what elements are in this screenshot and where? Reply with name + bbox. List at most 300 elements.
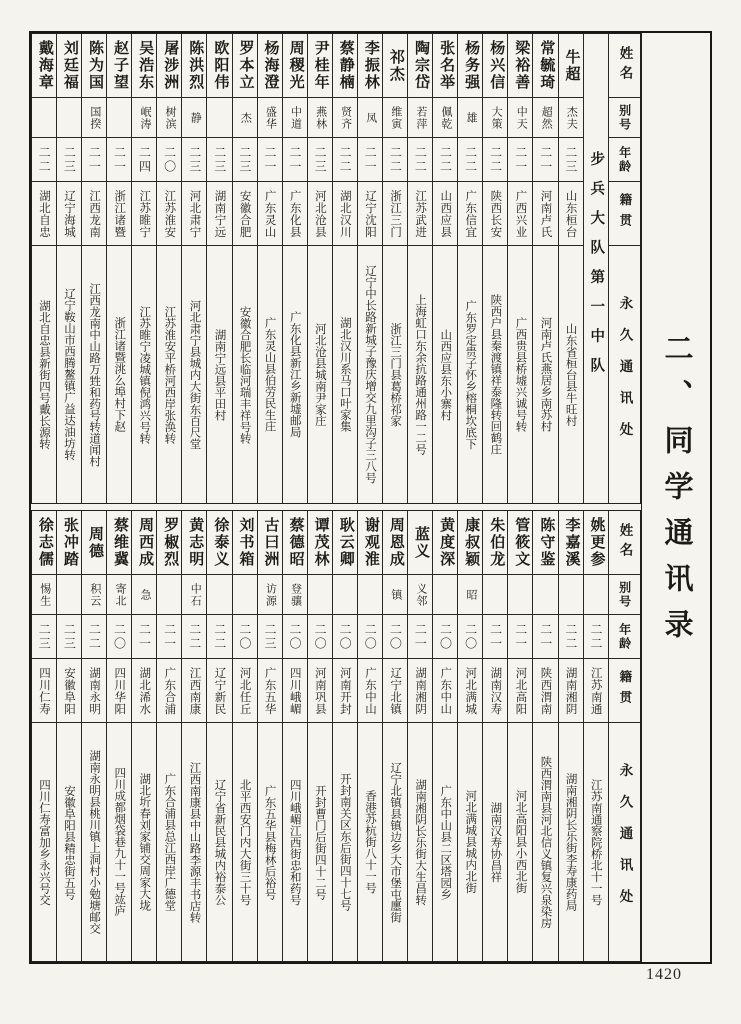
person-address-cell — [157, 723, 181, 961]
person-age-cell-text: 二〇 — [313, 622, 328, 651]
person-native-cell — [207, 182, 231, 246]
person-address-cell — [157, 246, 181, 503]
person-address-cell — [207, 723, 231, 961]
person-age-cell — [182, 615, 206, 659]
person-native-cell-text: 广东中山 — [363, 666, 376, 715]
person-native-cell-text: 浙江三门 — [389, 189, 402, 238]
person-native-cell-text: 广东合浦 — [163, 666, 176, 715]
person-column — [131, 511, 156, 961]
person-native-cell-text: 河南开封 — [338, 666, 351, 715]
person-age-cell-text: 二〇 — [338, 622, 353, 651]
person-name-cell-text: 陶宗岱 — [412, 40, 429, 91]
person-name-cell — [57, 511, 81, 575]
person-address-cell — [57, 723, 81, 961]
person-alias-cell — [333, 98, 357, 138]
person-alias-cell — [559, 575, 583, 615]
person-age-cell — [157, 138, 181, 182]
person-age-cell — [308, 615, 332, 659]
person-name-cell-text: 张名举 — [438, 40, 455, 91]
person-age-cell-text: 二二 — [588, 622, 603, 651]
person-name-cell-text: 梁裕善 — [513, 40, 530, 91]
person-age-cell-text: 二二 — [463, 145, 478, 174]
person-alias-cell-text: 访源 — [264, 582, 277, 607]
person-alias-cell — [283, 98, 307, 138]
person-column — [482, 511, 507, 961]
person-age-cell-text: 二三 — [187, 145, 202, 174]
person-native-cell — [508, 182, 532, 246]
person-native-cell — [483, 182, 507, 246]
person-name-cell-text: 李振林 — [362, 40, 379, 91]
person-alias-cell-text: 贤齐 — [339, 105, 352, 130]
person-address-cell — [559, 246, 583, 503]
person-age-cell-text: 二一 — [288, 145, 303, 174]
column-header-address — [609, 723, 640, 961]
person-native-cell — [132, 182, 156, 246]
person-age-cell-text: 二三 — [262, 622, 277, 651]
person-age-cell-text: 二四 — [137, 145, 152, 174]
person-address-cell-text: 四川仁寿富加乡永兴号交 — [37, 778, 50, 906]
person-age-cell — [132, 138, 156, 182]
person-age-cell-text: 二二 — [388, 145, 403, 174]
person-native-cell — [333, 659, 357, 723]
person-age-cell — [383, 138, 407, 182]
person-name-cell-text: 杨兴信 — [488, 40, 505, 91]
person-native-cell — [383, 182, 407, 246]
unit-label-text: 步兵大队第一中队 — [588, 150, 605, 387]
person-name-cell-text: 周德 — [86, 525, 103, 560]
person-age-cell-text: 二二 — [87, 622, 102, 651]
person-age-cell-text: 二〇 — [288, 622, 303, 651]
person-name-cell — [157, 34, 181, 98]
person-address-cell — [408, 246, 432, 503]
person-address-cell-text: 湖南湘阴长乐街李寿康药局 — [564, 773, 577, 911]
person-age-cell-text: 二一 — [162, 622, 177, 651]
person-address-cell-text: 开封南关区东后街四十七号 — [338, 773, 351, 911]
person-name-cell — [182, 511, 206, 575]
person-address-cell — [57, 246, 81, 503]
person-column — [282, 34, 307, 503]
person-name-cell — [358, 34, 382, 98]
person-name-cell-text: 祁杰 — [387, 48, 404, 83]
header-column — [608, 511, 640, 961]
person-alias-cell — [458, 98, 482, 138]
person-alias-cell-text: 急 — [139, 588, 152, 601]
person-address-cell — [358, 723, 382, 961]
person-native-cell — [533, 659, 557, 723]
person-alias-cell-text: 惕生 — [38, 582, 51, 607]
person-native-cell-text: 辽宁北镇 — [389, 666, 402, 715]
unit-label — [584, 34, 608, 503]
person-address-cell-text: 广东灵山县伯劳民生庄 — [263, 317, 276, 432]
person-alias-cell-text: 中道 — [289, 105, 302, 130]
header-column — [608, 34, 640, 503]
person-age-cell-text: 二二 — [187, 622, 202, 651]
person-alias-cell-text: 凤 — [364, 111, 377, 124]
person-address-cell — [358, 246, 382, 503]
person-address-cell — [207, 246, 231, 503]
person-name-cell — [383, 511, 407, 575]
person-name-cell-text: 李嘉溪 — [563, 517, 580, 568]
person-native-cell — [207, 659, 231, 723]
person-alias-cell — [182, 98, 206, 138]
page-frame — [29, 31, 712, 964]
person-address-cell — [182, 723, 206, 961]
person-name-cell — [207, 34, 231, 98]
person-column — [81, 34, 106, 503]
person-alias-cell — [283, 575, 307, 615]
person-age-cell-text: 二〇 — [463, 622, 478, 651]
column-header-name — [609, 511, 640, 575]
column-header-name-text: 姓名 — [617, 46, 633, 85]
person-address-cell-text: 江苏南通察院桥北十一号 — [589, 778, 602, 906]
person-name-cell-text: 黄志明 — [187, 517, 204, 568]
person-age-cell — [32, 615, 56, 659]
person-native-cell-text: 江苏睢宁 — [138, 189, 151, 238]
person-native-cell-text: 浙江诸暨 — [113, 189, 126, 238]
person-native-cell-text: 山西应县 — [439, 189, 452, 238]
column-header-address-text: 永久通讯处 — [617, 763, 633, 921]
person-native-cell-text: 湖南湘阴 — [414, 666, 427, 715]
person-address-cell-text: 江苏睢宁凌城镇倪鸿兴号转 — [138, 305, 151, 444]
person-name-cell — [508, 511, 532, 575]
person-name-cell-text: 罗椒烈 — [162, 517, 179, 568]
bottom-table — [31, 510, 641, 962]
person-alias-cell-text: 岷涛 — [139, 105, 152, 130]
person-column — [532, 34, 557, 503]
person-native-cell-text: 广东信宜 — [464, 189, 477, 238]
person-address-cell-text: 辽宁北镇县镇边乡大市堡屯廛街 — [389, 761, 402, 923]
person-alias-cell-text: 维寅 — [389, 105, 402, 130]
person-native-cell — [57, 182, 81, 246]
person-native-cell — [258, 659, 282, 723]
person-column — [156, 34, 181, 503]
column-header-native-text: 籍贯 — [617, 670, 632, 711]
person-native-cell-text: 广东化县 — [288, 189, 301, 238]
person-column — [482, 34, 507, 503]
person-address-cell — [283, 723, 307, 961]
person-name-cell — [107, 511, 131, 575]
person-name-cell — [483, 511, 507, 575]
person-alias-cell — [233, 98, 257, 138]
person-age-cell — [182, 138, 206, 182]
person-name-cell — [132, 511, 156, 575]
person-name-cell — [57, 34, 81, 98]
person-address-cell — [233, 723, 257, 961]
person-age-cell — [82, 138, 106, 182]
person-name-cell — [308, 34, 332, 98]
person-column — [106, 34, 131, 503]
person-address-cell-text: 北平西安门内大街三十号 — [238, 778, 251, 906]
person-column — [257, 511, 282, 961]
person-name-cell — [182, 34, 206, 98]
person-address-cell-text: 陕西渭南县河北信义镇复兴泉染房 — [539, 755, 552, 929]
person-name-cell — [308, 511, 332, 575]
person-name-cell — [559, 34, 583, 98]
person-name-cell — [258, 511, 282, 575]
person-native-cell-text: 江西龙南 — [88, 189, 101, 238]
person-native-cell — [182, 659, 206, 723]
person-address-cell — [383, 723, 407, 961]
person-native-cell — [32, 659, 56, 723]
person-address-cell-text: 辽宁省新民县城内裕泰公 — [213, 778, 226, 906]
person-native-cell-text: 河北沧县 — [313, 189, 326, 238]
person-name-cell-text: 屠涉洲 — [162, 40, 179, 91]
person-name-cell — [107, 34, 131, 98]
person-native-cell — [283, 182, 307, 246]
person-name-cell — [433, 34, 457, 98]
person-address-cell — [258, 246, 282, 503]
person-alias-cell-text: 中天 — [515, 105, 528, 130]
person-native-cell — [358, 659, 382, 723]
person-age-cell-text: 二一 — [262, 145, 277, 174]
person-alias-cell-text: 燕林 — [314, 105, 327, 130]
person-address-cell — [508, 723, 532, 961]
person-name-cell-text: 赵子望 — [112, 40, 129, 91]
person-native-cell-text: 山东桓台 — [564, 189, 577, 238]
person-alias-cell — [233, 575, 257, 615]
person-name-cell — [584, 511, 608, 575]
person-column — [156, 511, 181, 961]
person-native-cell — [107, 659, 131, 723]
person-name-cell-text: 周恩成 — [387, 517, 404, 568]
person-alias-cell — [383, 98, 407, 138]
person-name-cell-text: 蔡静楠 — [337, 40, 354, 91]
person-native-cell-text: 四川华阳 — [113, 666, 126, 715]
person-name-cell — [82, 34, 106, 98]
person-address-cell — [408, 723, 432, 961]
person-alias-cell — [308, 575, 332, 615]
person-column — [131, 34, 156, 503]
person-age-cell — [358, 615, 382, 659]
person-name-cell — [132, 34, 156, 98]
person-name-cell-text: 杨海澄 — [262, 40, 279, 91]
person-native-cell-text: 河南卢氏 — [539, 189, 552, 238]
person-native-cell — [308, 659, 332, 723]
person-address-cell — [433, 246, 457, 503]
person-column — [307, 511, 332, 961]
person-name-cell-text: 杨务强 — [463, 40, 480, 91]
person-address-cell-text: 开封曹门后街四十二号 — [313, 784, 326, 900]
person-address-cell — [433, 723, 457, 961]
person-address-cell — [458, 723, 482, 961]
person-native-cell — [533, 182, 557, 246]
person-address-cell — [308, 246, 332, 503]
person-alias-cell — [207, 98, 231, 138]
person-address-cell — [107, 723, 131, 961]
person-column — [357, 34, 382, 503]
person-address-cell — [383, 246, 407, 503]
person-age-cell-text: 二三 — [563, 145, 578, 174]
person-native-cell-text: 河南巩县 — [313, 666, 326, 715]
person-age-cell — [107, 138, 131, 182]
person-age-cell-text: 二二 — [37, 145, 52, 174]
person-column — [507, 34, 532, 503]
person-column — [56, 511, 81, 961]
person-native-cell-text: 辽宁新民 — [213, 666, 226, 715]
person-name-cell-text: 周稷光 — [287, 40, 304, 91]
person-native-cell — [57, 659, 81, 723]
person-native-cell — [32, 182, 56, 246]
person-alias-cell-text: 义邻 — [414, 582, 427, 607]
person-address-cell — [82, 723, 106, 961]
person-alias-cell — [308, 98, 332, 138]
person-name-cell — [458, 34, 482, 98]
person-alias-cell — [258, 575, 282, 615]
person-native-cell-text: 河北高阳 — [514, 666, 527, 715]
unit-column — [583, 34, 608, 503]
person-native-cell-text: 江苏淮安 — [163, 189, 176, 238]
person-native-cell — [308, 182, 332, 246]
person-alias-cell — [584, 575, 608, 615]
person-name-cell — [32, 34, 56, 98]
person-native-cell — [82, 182, 106, 246]
person-column — [106, 511, 131, 961]
person-address-cell-text: 广东罗定贵子怀乡榕桐坎底下 — [464, 299, 477, 450]
person-alias-cell-text: 超然 — [540, 105, 553, 130]
person-age-cell-text: 二二 — [338, 145, 353, 174]
person-address-cell-text: 四川成都烟袋巷九十一号竑庐 — [113, 767, 126, 917]
person-alias-cell — [132, 575, 156, 615]
person-address-cell-text: 广东化县新江乡新墟邮局 — [288, 311, 301, 438]
section-title: 二、同学通讯录 — [660, 333, 693, 655]
person-name-cell — [32, 511, 56, 575]
person-native-cell — [408, 659, 432, 723]
person-name-cell-text: 谢观淮 — [362, 517, 379, 568]
person-native-cell — [559, 182, 583, 246]
person-name-cell-text: 欧阳伟 — [212, 40, 229, 91]
person-column — [457, 511, 482, 961]
person-native-cell-text: 湖北汉川 — [338, 189, 351, 238]
tables-area — [31, 33, 641, 962]
person-age-cell — [82, 615, 106, 659]
person-alias-cell — [358, 98, 382, 138]
person-name-cell — [157, 511, 181, 575]
person-address-cell-text: 湖南永明县桃川镇上洞村小勉塘邮交 — [88, 750, 101, 934]
person-native-cell-text: 湖南湘阴 — [564, 666, 577, 715]
person-alias-cell-text: 昭 — [465, 588, 478, 601]
person-name-cell-text: 周西成 — [137, 517, 154, 568]
person-age-cell — [233, 615, 257, 659]
person-age-cell-text: 二一 — [513, 622, 528, 651]
person-address-cell — [258, 723, 282, 961]
person-native-cell-text: 湖北自忠 — [37, 189, 50, 238]
person-name-cell — [258, 34, 282, 98]
person-alias-cell — [182, 575, 206, 615]
person-native-cell — [157, 182, 181, 246]
person-alias-cell — [458, 575, 482, 615]
person-age-cell — [258, 138, 282, 182]
person-age-cell — [233, 138, 257, 182]
person-name-cell-text: 蔡德昭 — [287, 517, 304, 568]
person-address-cell — [308, 723, 332, 961]
column-header-age-text: 年龄 — [617, 145, 632, 174]
column-header-name — [609, 34, 640, 98]
column-header-alias-text: 别号 — [617, 103, 632, 132]
person-address-cell-text: 河北沧县城南尹家庄 — [313, 322, 326, 427]
person-age-cell-text: 二三 — [62, 622, 77, 651]
person-address-cell-text: 山西应县东小寨村 — [439, 328, 452, 421]
person-alias-cell — [207, 575, 231, 615]
person-name-cell — [283, 34, 307, 98]
person-address-cell-text: 辽宁鞍山市西腾鳌镇广益达油坊转 — [63, 288, 76, 461]
person-native-cell — [132, 659, 156, 723]
person-name-cell — [433, 511, 457, 575]
person-alias-cell — [433, 98, 457, 138]
person-name-cell — [207, 511, 231, 575]
person-alias-cell-text: 中石 — [189, 582, 202, 607]
person-age-cell-text: 二一 — [87, 145, 102, 174]
person-age-cell-text: 二一 — [538, 145, 553, 174]
person-alias-cell — [32, 98, 56, 138]
person-name-cell — [333, 34, 357, 98]
top-table — [31, 33, 641, 504]
column-header-native — [609, 182, 640, 246]
person-address-cell-text: 陕西户县秦渡镇祥泰隆转回鹤庄 — [489, 294, 502, 455]
person-address-cell-text: 广东中山县二区塔园乡 — [439, 784, 452, 900]
person-name-cell-text: 管筱文 — [513, 517, 530, 568]
person-age-cell — [258, 615, 282, 659]
person-age-cell — [584, 615, 608, 659]
person-name-cell — [533, 34, 557, 98]
person-age-cell — [458, 138, 482, 182]
person-column — [332, 34, 357, 503]
column-header-alias — [609, 575, 640, 615]
column-header-native-text: 籍贯 — [617, 193, 632, 234]
person-column — [332, 511, 357, 961]
person-column — [558, 34, 583, 503]
person-native-cell-text: 四川仁寿 — [37, 666, 50, 715]
person-name-cell-text: 朱伯龙 — [488, 517, 505, 568]
person-age-cell-text: 二〇 — [237, 622, 252, 651]
person-column — [407, 34, 432, 503]
person-age-cell — [483, 615, 507, 659]
person-native-cell-text: 辽宁海城 — [63, 189, 76, 238]
person-alias-cell — [333, 575, 357, 615]
person-age-cell — [283, 615, 307, 659]
person-age-cell — [157, 615, 181, 659]
person-column — [206, 34, 231, 503]
person-age-cell-text: 二一 — [137, 622, 152, 651]
person-age-cell-text: 二〇 — [162, 145, 177, 174]
person-name-cell-text: 徐志儒 — [36, 517, 53, 568]
person-age-cell-text: 二三 — [237, 145, 252, 174]
person-native-cell-text: 四川峨嵋 — [288, 666, 301, 715]
person-address-cell-text: 湖南汉寿协昌祥 — [489, 801, 502, 883]
person-name-cell-text: 陈守鉴 — [538, 517, 555, 568]
person-native-cell — [258, 182, 282, 246]
person-alias-cell — [408, 575, 432, 615]
person-age-cell — [408, 615, 432, 659]
column-header-age-text: 年龄 — [617, 622, 632, 651]
person-age-cell-text: 二一 — [413, 622, 428, 651]
person-column — [532, 511, 557, 961]
person-address-cell-text: 河北满城县城内北街 — [464, 790, 477, 894]
person-address-cell-text: 江西南康县中山路李源丰书店转 — [188, 761, 201, 923]
person-age-cell-text: 二一 — [363, 145, 378, 174]
column-header-alias-text: 别号 — [617, 580, 632, 609]
person-address-cell — [333, 723, 357, 961]
person-native-cell-text: 河北满城 — [464, 666, 477, 715]
person-address-cell-text: 浙江三门县葛桥祁家 — [389, 322, 402, 427]
person-age-cell-text: 二三 — [37, 622, 52, 651]
person-alias-cell — [533, 98, 557, 138]
person-column — [382, 34, 407, 503]
person-address-cell — [182, 246, 206, 503]
person-name-cell — [283, 511, 307, 575]
person-age-cell — [458, 615, 482, 659]
person-address-cell-text: 辽宁中长路新城子豫庆增交九里沟子三八号 — [363, 265, 376, 484]
person-address-cell — [533, 723, 557, 961]
